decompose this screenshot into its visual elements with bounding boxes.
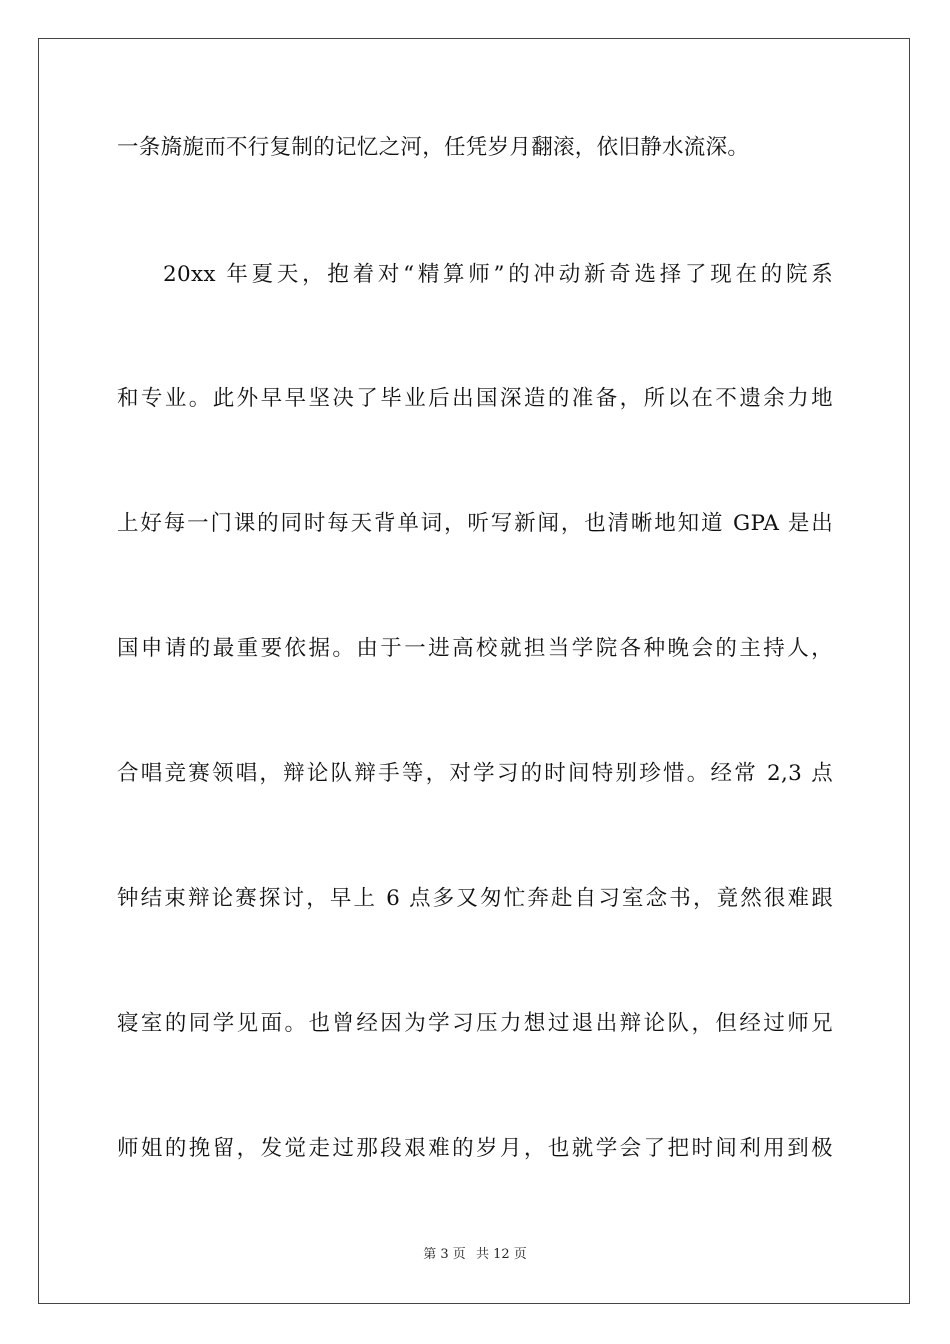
text-line-3: 和专业。此外早早坚决了毕业后出国深造的准备，所以在不遗余力地: [117, 386, 833, 411]
text-line-7: 钟结束辩论赛探讨，早上 6 点多又匆忙奔赴自习室念书，竟然很难跟: [117, 886, 833, 911]
text-line-1: 一条旖旎而不行复制的记忆之河，任凭岁月翻滚，依旧静水流深。: [117, 135, 750, 160]
text-line-2: 20xx 年夏天，抱着对“精算师”的冲动新奇选择了现在的院系: [163, 262, 833, 287]
text-line-6: 合唱竞赛领唱，辩论队辩手等，对学习的时间特别珍惜。经常 2,3 点: [117, 761, 833, 786]
text-line-4: 上好每一门课的同时每天背单词，听写新闻，也清晰地知道 GPA 是出: [117, 511, 833, 536]
page-number: 第 3 页: [423, 1247, 466, 1262]
page-total: 共 12 页: [475, 1247, 527, 1262]
text-line-8: 寝室的同学见面。也曾经因为学习压力想过退出辩论队，但经过师兄: [117, 1011, 833, 1036]
page-border: [38, 38, 910, 1304]
page-footer: [0, 1246, 950, 1264]
text-line-5: 国申请的最重要依据。由于一进高校就担当学院各种晚会的主持人，: [117, 636, 833, 661]
text-line-9: 师姐的挽留，发觉走过那段艰难的岁月，也就学会了把时间利用到极: [117, 1136, 833, 1161]
